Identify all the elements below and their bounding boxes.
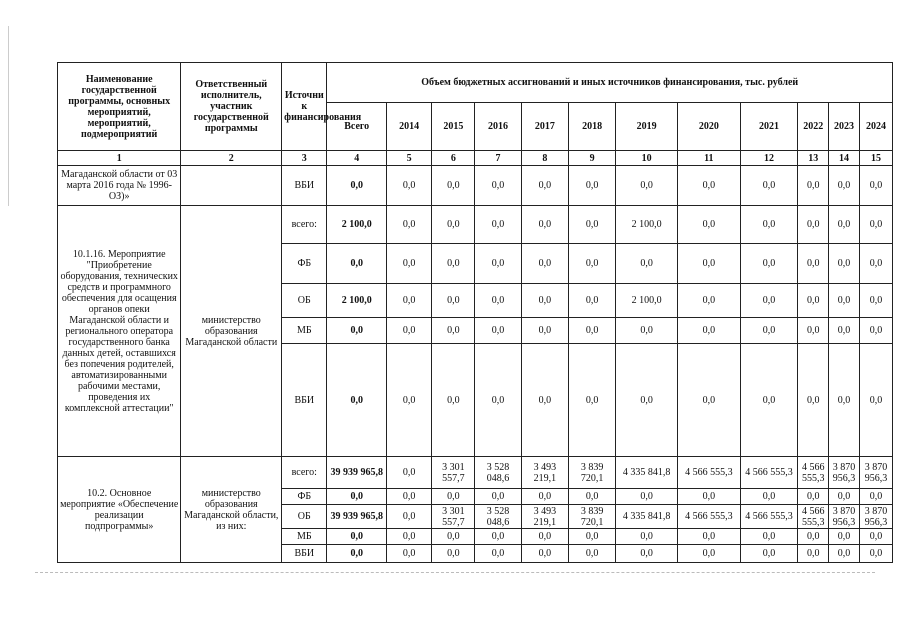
header-year: 2020 (677, 103, 740, 151)
value-cell: 0,0 (521, 344, 568, 457)
value-cell: 0,0 (677, 318, 740, 344)
value-cell: 0,0 (859, 489, 892, 505)
source-cell: МБ (282, 318, 327, 344)
value-cell: 0,0 (432, 545, 475, 563)
value-cell: 0,0 (432, 318, 475, 344)
source-cell: всего: (282, 206, 327, 244)
value-cell: 0,0 (798, 318, 829, 344)
source-cell: ОБ (282, 284, 327, 318)
value-cell: 0,0 (432, 284, 475, 318)
header-year: 2019 (616, 103, 678, 151)
scan-line (35, 572, 875, 573)
value-cell: 0,0 (829, 489, 860, 505)
value-cell: 0,0 (521, 284, 568, 318)
value-cell: 0,0 (521, 206, 568, 244)
value-cell: 0,0 (387, 457, 432, 489)
value-cell: 4 335 841,8 (616, 457, 678, 489)
value-cell: 0,0 (568, 545, 615, 563)
value-cell: 0,0 (798, 284, 829, 318)
row-name: 10.1.16. Мероприятие "Приобретение оборудования, технических средств и программного обеспечения для осащения органов опеки Магаданской области и регионального оператора государственного банка данных детей, оставшихся без попечения родителей, автоматизированными рабочими местами, проведения их комплексной аттестации" (58, 206, 181, 457)
column-number: 12 (740, 151, 798, 166)
column-number: 9 (568, 151, 615, 166)
value-cell: 3 839 720,1 (568, 505, 615, 529)
value-cell: 0,0 (568, 166, 615, 206)
column-number: 5 (387, 151, 432, 166)
header-year: 2014 (387, 103, 432, 151)
source-cell: ОБ (282, 505, 327, 529)
header-year: 2018 (568, 103, 615, 151)
value-cell: 0,0 (798, 206, 829, 244)
value-cell: 0,0 (740, 206, 798, 244)
budget-table (57, 62, 893, 563)
value-cell: 0,0 (677, 344, 740, 457)
header-responsible: Ответственный исполнитель, участник государственной программы (181, 63, 282, 151)
value-cell: 0,0 (327, 318, 387, 344)
value-cell: 2 100,0 (616, 206, 678, 244)
value-cell: 0,0 (475, 545, 521, 563)
value-cell: 0,0 (677, 489, 740, 505)
value-cell: 3 870 956,3 (859, 457, 892, 489)
value-cell: 0,0 (327, 545, 387, 563)
value-cell: 0,0 (568, 244, 615, 284)
value-cell: 3 301 557,7 (432, 457, 475, 489)
column-number: 11 (677, 151, 740, 166)
value-cell: 0,0 (740, 318, 798, 344)
value-cell: 0,0 (387, 505, 432, 529)
value-cell: 0,0 (616, 545, 678, 563)
value-cell: 0,0 (829, 344, 860, 457)
value-cell: 0,0 (859, 529, 892, 545)
value-cell: 0,0 (387, 318, 432, 344)
value-cell: 3 493 219,1 (521, 457, 568, 489)
table-row (58, 457, 893, 489)
value-cell: 0,0 (616, 244, 678, 284)
value-cell: 0,0 (475, 489, 521, 505)
value-cell: 0,0 (829, 244, 860, 284)
value-cell: 0,0 (475, 529, 521, 545)
value-cell: 0,0 (677, 166, 740, 206)
value-cell: 0,0 (859, 166, 892, 206)
value-cell: 0,0 (387, 545, 432, 563)
source-cell: ВБИ (282, 344, 327, 457)
value-cell: 0,0 (677, 206, 740, 244)
header-year: 2015 (432, 103, 475, 151)
table-row (58, 206, 893, 244)
header-year: 2017 (521, 103, 568, 151)
column-number: 2 (181, 151, 282, 166)
value-cell: 3 870 956,3 (829, 505, 860, 529)
value-cell: 0,0 (432, 344, 475, 457)
value-cell: 0,0 (568, 284, 615, 318)
table-body (58, 166, 893, 563)
value-cell: 2 100,0 (327, 206, 387, 244)
value-cell: 0,0 (616, 318, 678, 344)
value-cell: 4 566 555,3 (677, 505, 740, 529)
column-number: 14 (829, 151, 860, 166)
value-cell: 0,0 (616, 166, 678, 206)
value-cell: 0,0 (387, 489, 432, 505)
value-cell: 2 100,0 (327, 284, 387, 318)
header-volume: Объем бюджетных ассигнований и иных источников финансирования, тыс. рублей (327, 63, 893, 103)
value-cell: 0,0 (521, 318, 568, 344)
row-name: 10.2. Основное мероприятие «Обеспечение реализации подпрограммы» (58, 457, 181, 563)
value-cell: 0,0 (677, 284, 740, 318)
value-cell: 0,0 (798, 489, 829, 505)
header-year: 2023 (829, 103, 860, 151)
value-cell: 0,0 (475, 166, 521, 206)
source-cell: ВБИ (282, 166, 327, 206)
value-cell: 0,0 (475, 344, 521, 457)
value-cell: 0,0 (859, 545, 892, 563)
value-cell: 0,0 (432, 489, 475, 505)
column-number: 1 (58, 151, 181, 166)
value-cell: 0,0 (798, 166, 829, 206)
value-cell: 0,0 (475, 284, 521, 318)
value-cell: 4 566 555,3 (677, 457, 740, 489)
column-number: 3 (282, 151, 327, 166)
value-cell: 0,0 (432, 244, 475, 284)
value-cell: 4 566 555,3 (740, 457, 798, 489)
source-cell: всего: (282, 457, 327, 489)
value-cell: 4 566 555,3 (798, 505, 829, 529)
value-cell: 3 528 048,6 (475, 457, 521, 489)
source-cell: ФБ (282, 244, 327, 284)
value-cell: 0,0 (521, 529, 568, 545)
value-cell: 0,0 (740, 344, 798, 457)
value-cell: 0,0 (859, 344, 892, 457)
value-cell: 0,0 (568, 489, 615, 505)
value-cell: 0,0 (568, 206, 615, 244)
value-cell: 0,0 (616, 344, 678, 457)
row-responsible: министерство образования Магаданской области (181, 206, 282, 457)
header-year: 2024 (859, 103, 892, 151)
value-cell: 0,0 (521, 244, 568, 284)
value-cell: 0,0 (740, 284, 798, 318)
value-cell: 0,0 (859, 284, 892, 318)
value-cell: 0,0 (829, 284, 860, 318)
value-cell: 0,0 (798, 529, 829, 545)
header-year: 2021 (740, 103, 798, 151)
table-row (58, 166, 893, 206)
value-cell: 3 493 219,1 (521, 505, 568, 529)
value-cell: 0,0 (475, 318, 521, 344)
value-cell: 3 870 956,3 (829, 457, 860, 489)
value-cell: 4 566 555,3 (798, 457, 829, 489)
value-cell: 0,0 (616, 529, 678, 545)
value-cell: 0,0 (829, 166, 860, 206)
value-cell: 4 566 555,3 (740, 505, 798, 529)
header-source: Источни к финансирования (282, 63, 327, 151)
value-cell: 0,0 (327, 244, 387, 284)
value-cell: 0,0 (568, 318, 615, 344)
value-cell: 0,0 (568, 529, 615, 545)
value-cell: 0,0 (740, 489, 798, 505)
value-cell: 0,0 (859, 206, 892, 244)
value-cell: 0,0 (387, 166, 432, 206)
column-numbers-row (58, 151, 893, 166)
header-name: Наименование государственной программы, основных мероприятий, мероприятий, подмероприятий (58, 63, 181, 151)
value-cell: 0,0 (387, 244, 432, 284)
value-cell: 0,0 (568, 344, 615, 457)
column-number: 10 (616, 151, 678, 166)
value-cell: 0,0 (387, 206, 432, 244)
header-year: 2016 (475, 103, 521, 151)
value-cell: 3 528 048,6 (475, 505, 521, 529)
value-cell: 0,0 (616, 489, 678, 505)
value-cell: 0,0 (798, 545, 829, 563)
value-cell: 0,0 (432, 529, 475, 545)
value-cell: 0,0 (432, 166, 475, 206)
value-cell: 0,0 (521, 166, 568, 206)
value-cell: 0,0 (829, 206, 860, 244)
value-cell: 0,0 (740, 545, 798, 563)
value-cell: 0,0 (677, 244, 740, 284)
value-cell: 39 939 965,8 (327, 457, 387, 489)
value-cell: 0,0 (327, 344, 387, 457)
row-responsible: министерство образования Магаданской области, из них: (181, 457, 282, 563)
source-cell: МБ (282, 529, 327, 545)
value-cell: 0,0 (859, 244, 892, 284)
value-cell: 0,0 (327, 529, 387, 545)
value-cell: 2 100,0 (616, 284, 678, 318)
value-cell: 39 939 965,8 (327, 505, 387, 529)
value-cell: 0,0 (327, 489, 387, 505)
value-cell: 0,0 (521, 545, 568, 563)
column-number: 15 (859, 151, 892, 166)
row-name: Магаданской области от 03 марта 2016 года № 1996-ОЗ)» (58, 166, 181, 206)
value-cell: 0,0 (740, 244, 798, 284)
value-cell: 0,0 (798, 244, 829, 284)
header-year: Всего (327, 103, 387, 151)
value-cell: 3 870 956,3 (859, 505, 892, 529)
row-responsible (181, 166, 282, 206)
value-cell: 3 839 720,1 (568, 457, 615, 489)
value-cell: 0,0 (387, 529, 432, 545)
value-cell: 0,0 (475, 206, 521, 244)
value-cell: 3 301 557,7 (432, 505, 475, 529)
value-cell: 0,0 (677, 529, 740, 545)
column-number: 6 (432, 151, 475, 166)
value-cell: 0,0 (432, 206, 475, 244)
column-number: 13 (798, 151, 829, 166)
header-year: 2022 (798, 103, 829, 151)
value-cell: 0,0 (677, 545, 740, 563)
value-cell: 0,0 (387, 284, 432, 318)
value-cell: 0,0 (829, 545, 860, 563)
value-cell: 0,0 (521, 489, 568, 505)
source-cell: ФБ (282, 489, 327, 505)
value-cell: 0,0 (387, 344, 432, 457)
column-number: 4 (327, 151, 387, 166)
value-cell: 0,0 (740, 166, 798, 206)
value-cell: 0,0 (327, 166, 387, 206)
value-cell: 0,0 (829, 318, 860, 344)
value-cell: 0,0 (798, 344, 829, 457)
source-cell: ВБИ (282, 545, 327, 563)
scan-edge (8, 26, 9, 206)
value-cell: 0,0 (829, 529, 860, 545)
column-number: 8 (521, 151, 568, 166)
value-cell: 0,0 (740, 529, 798, 545)
value-cell: 0,0 (859, 318, 892, 344)
value-cell: 4 335 841,8 (616, 505, 678, 529)
value-cell: 0,0 (475, 244, 521, 284)
column-number: 7 (475, 151, 521, 166)
